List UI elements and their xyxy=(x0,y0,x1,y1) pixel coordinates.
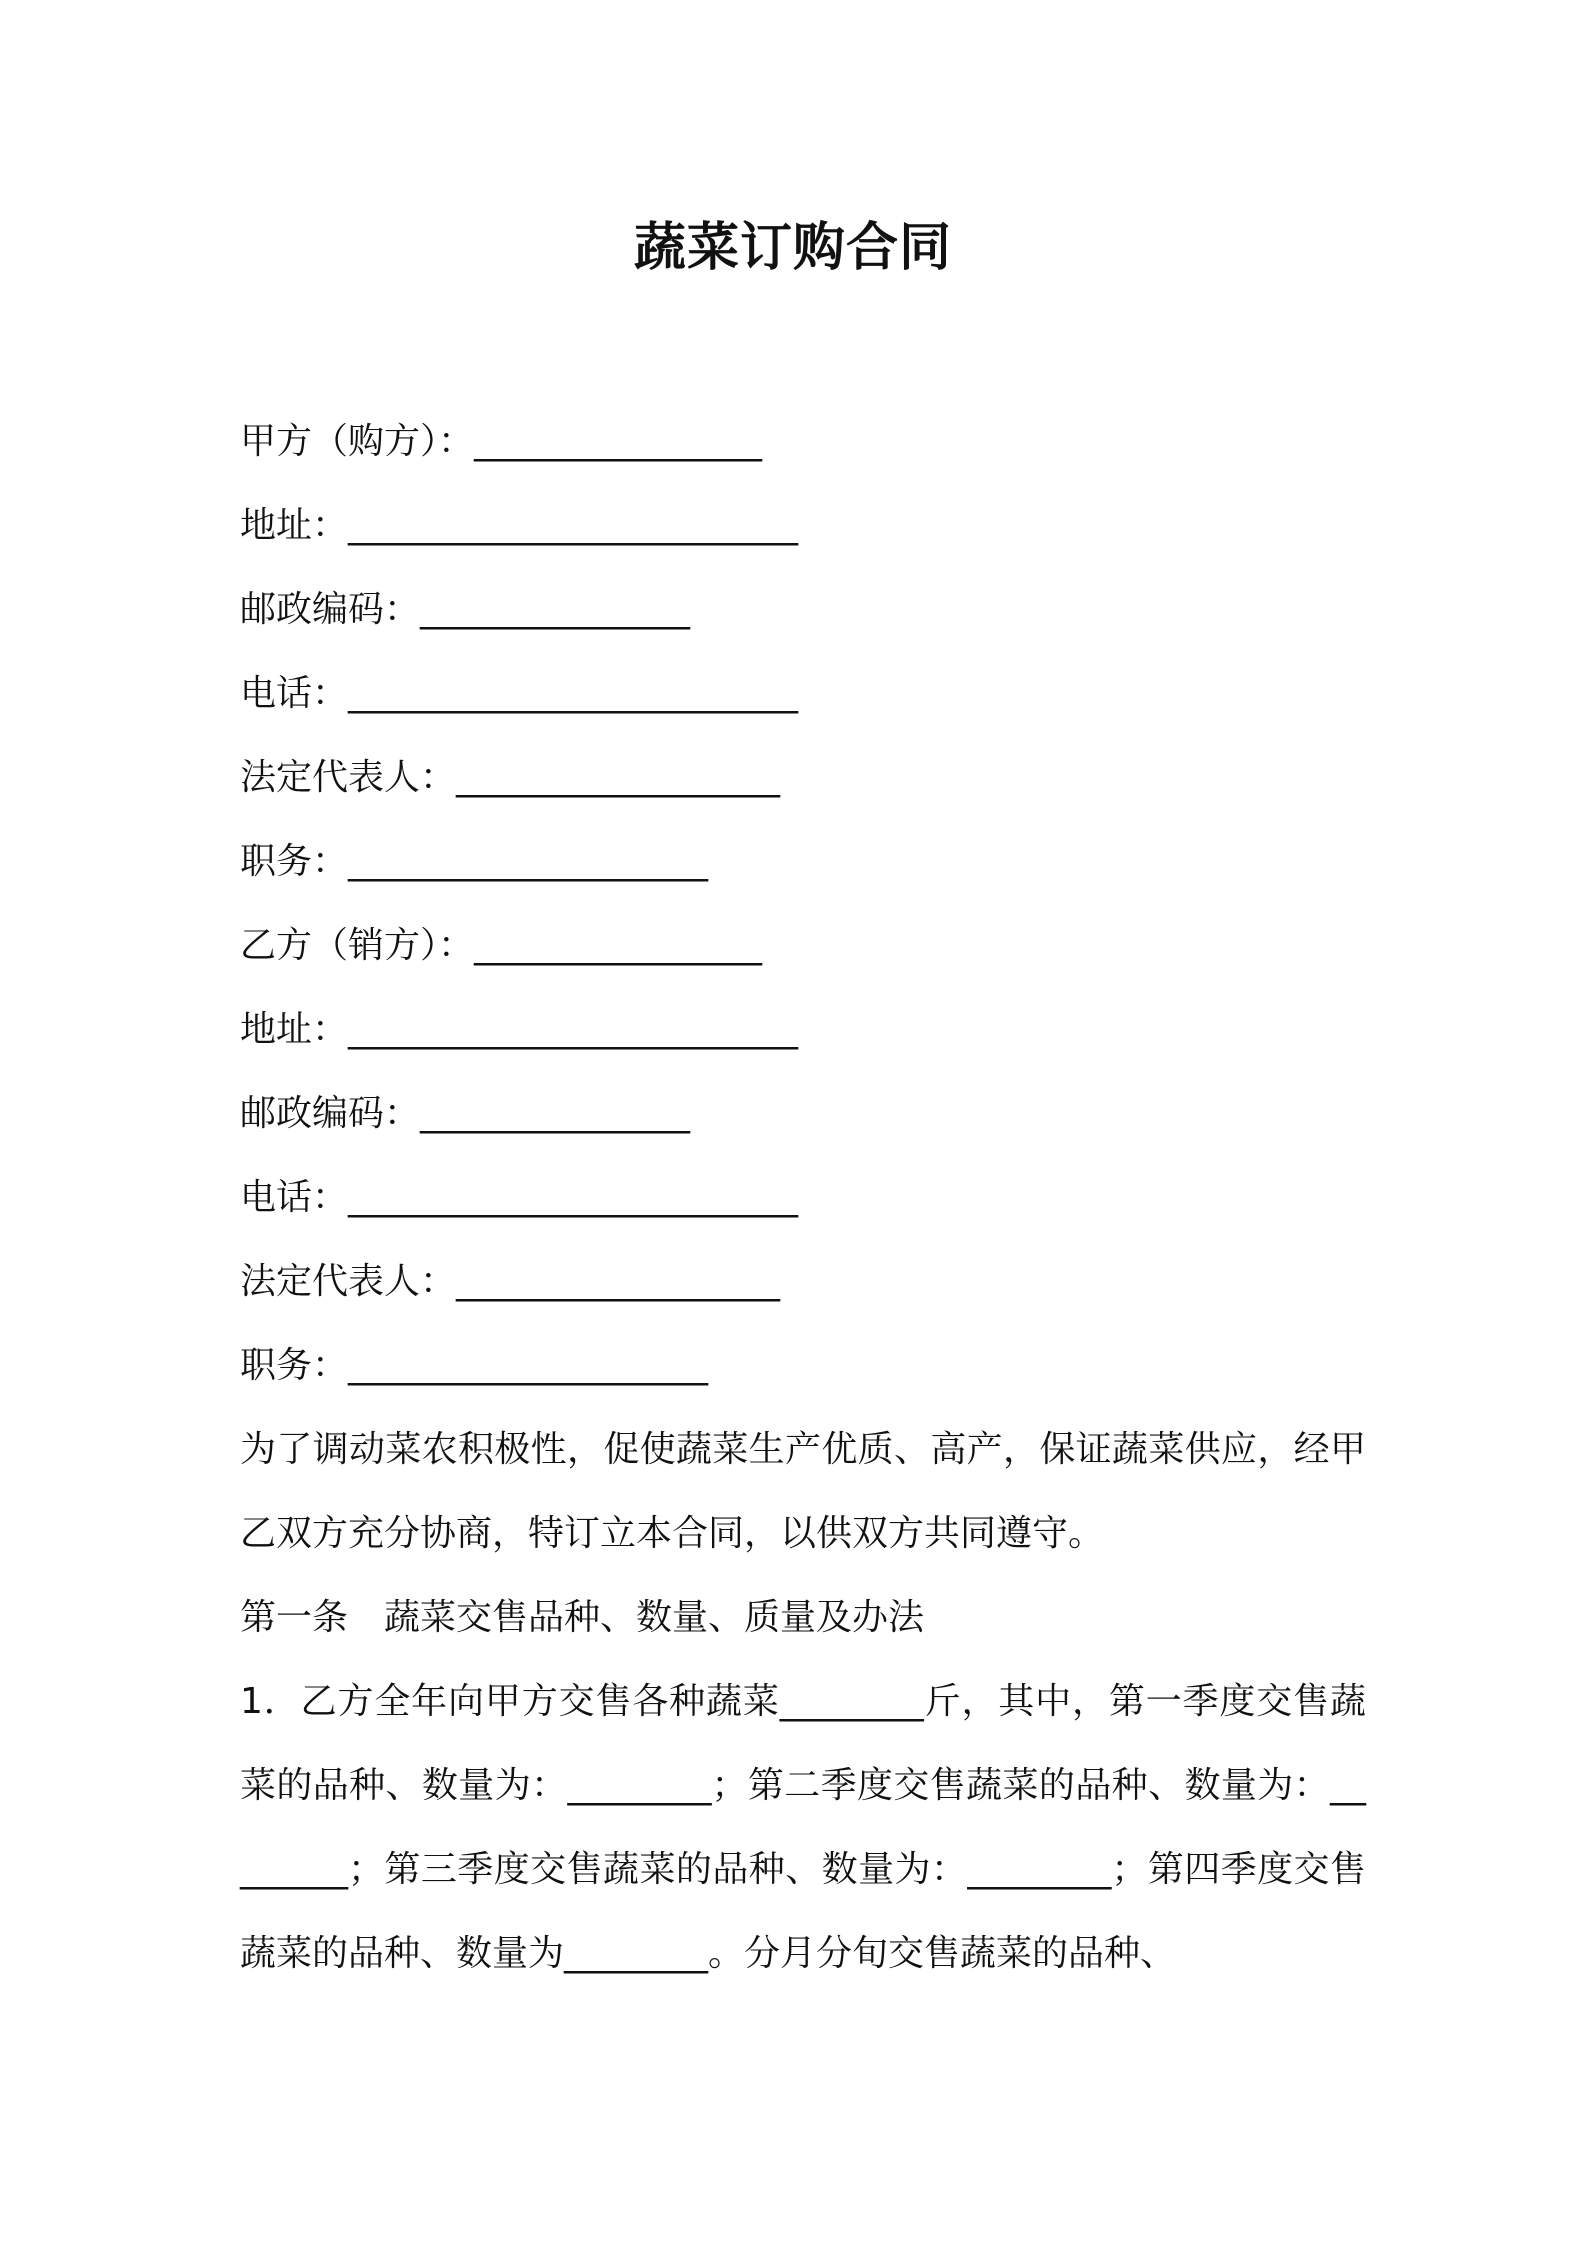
party-b-position-field: 职务：____________________ xyxy=(240,1345,709,1386)
party-a-position-field: 职务：____________________ xyxy=(240,841,709,882)
party-b-phone-field: 电话：_________________________ xyxy=(240,1177,799,1218)
party-b-address-field: 地址：_________________________ xyxy=(240,1009,799,1050)
party-b-postcode-field: 邮政编码：_______________ xyxy=(240,1093,691,1134)
document-body xyxy=(240,400,1366,1996)
document-title: 蔬菜订购合同 xyxy=(633,218,952,278)
party-a-phone-field: 电话：_________________________ xyxy=(240,673,799,714)
clause-1-heading: 第一条 蔬菜交售品种、数量、质量及办法 xyxy=(240,1597,925,1638)
party-a-postcode-field: 邮政编码：_______________ xyxy=(240,589,691,630)
party-b-legal-rep-field: 法定代表人：__________________ xyxy=(240,1261,781,1302)
party-a-legal-rep-field: 法定代表人：__________________ xyxy=(240,757,781,798)
clause-1-item-1: 1．乙方全年向甲方交售各种蔬菜________斤，其中，第一季度交售蔬菜的品种、数量为：________；第二季度交售蔬菜的品种、数量为：________；第三季度交售蔬菜的品种、数量为：________；第四季度交售蔬菜的品种、数量为________。分月分旬交售蔬菜的品种、 xyxy=(240,1681,1366,1974)
party-a-address-field: 地址：_________________________ xyxy=(240,505,799,546)
party-b-name-field: 乙方（销方）：________________ xyxy=(240,925,763,966)
preamble-paragraph: 为了调动菜农积极性，促使蔬菜生产优质、高产，保证蔬菜供应，经甲乙双方充分协商，特订立本合同，以供双方共同遵守。 xyxy=(240,1429,1366,1554)
party-a-name-field: 甲方（购方）：________________ xyxy=(240,421,763,462)
